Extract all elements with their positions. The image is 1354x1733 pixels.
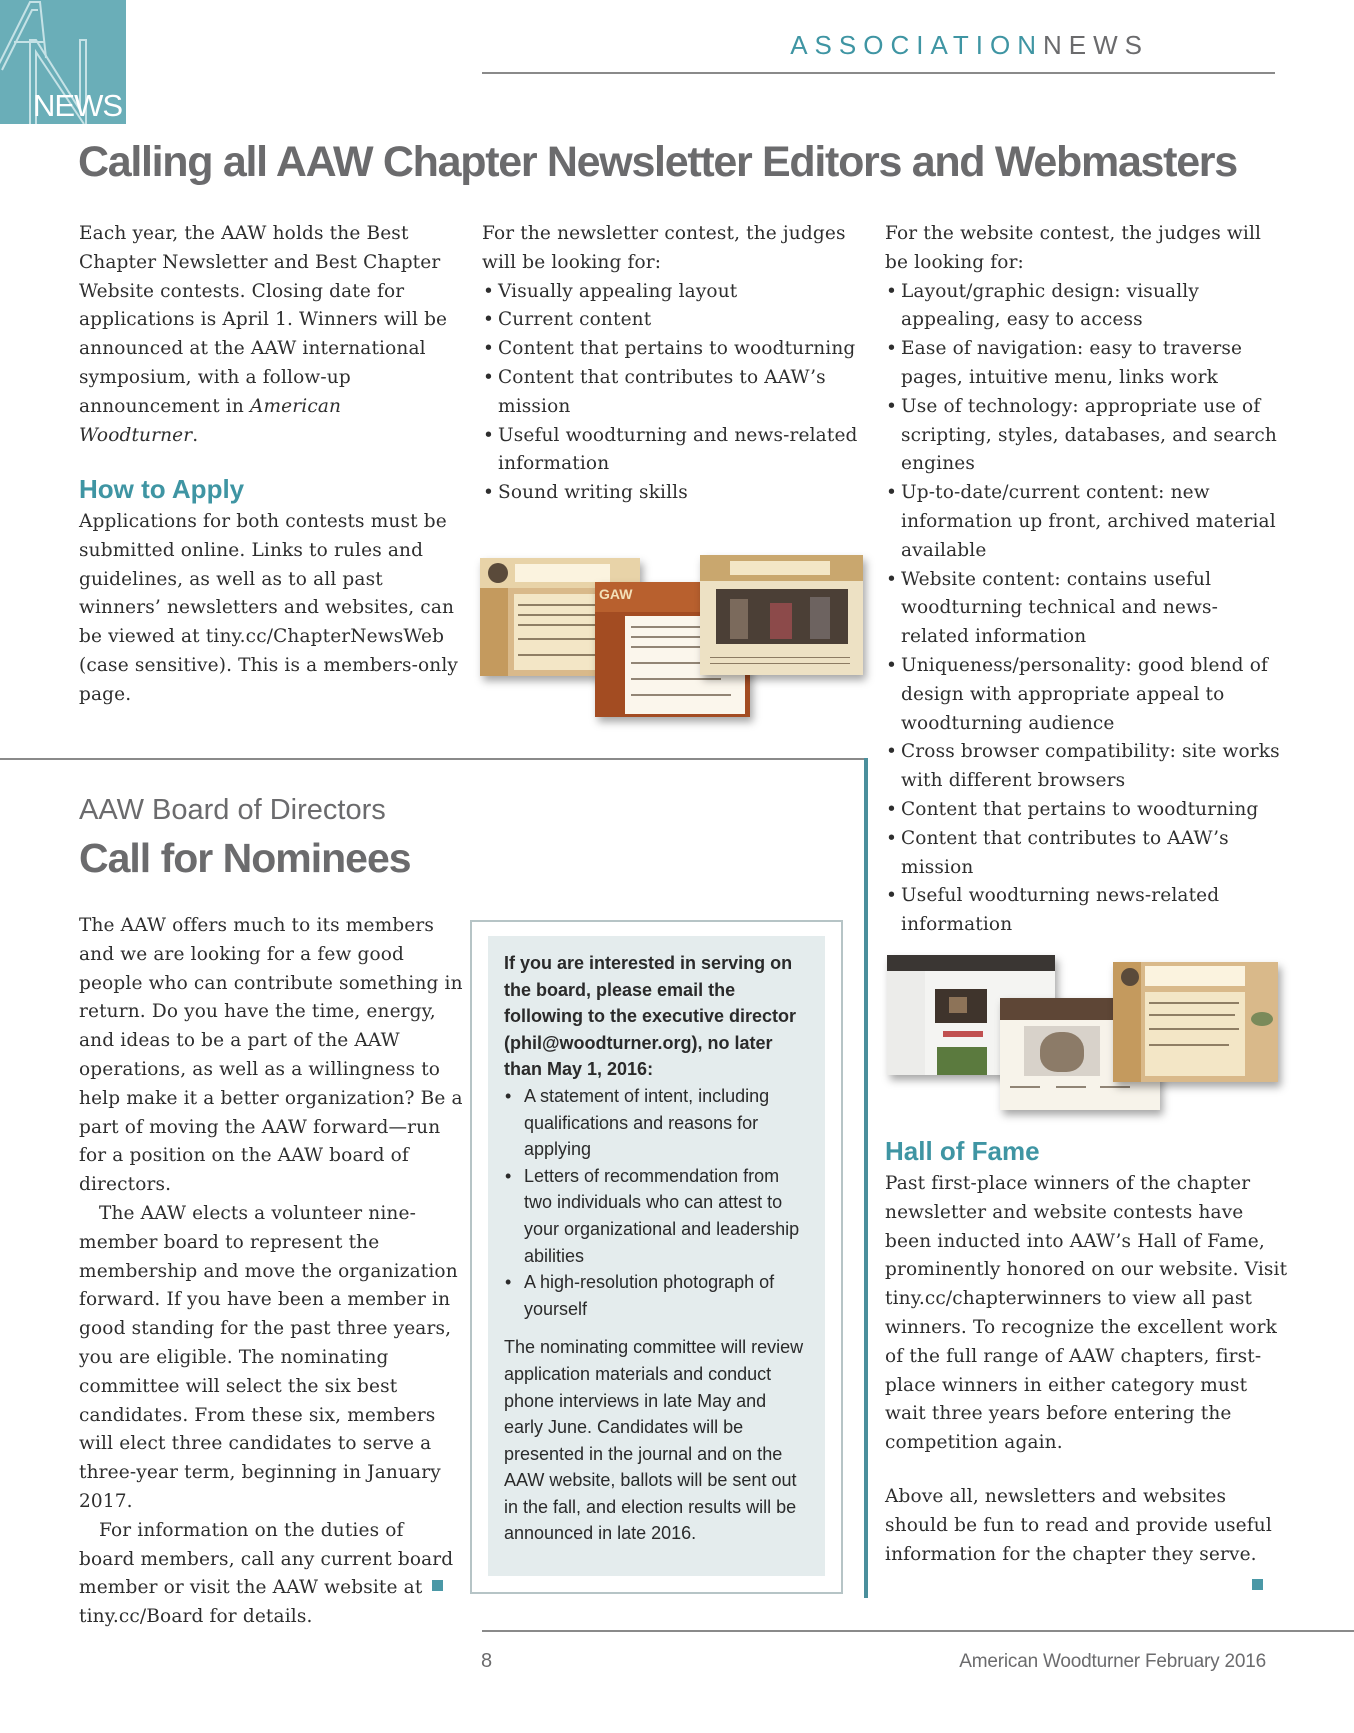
- board-body: [79, 912, 464, 1632]
- board-title: Call for Nominees: [79, 835, 411, 881]
- nominee-callout-box: [470, 920, 843, 1594]
- website-criteria-list: [885, 278, 1285, 940]
- intro-paragraph: [79, 220, 464, 450]
- hall-of-fame-heading: Hall of Fame: [885, 1136, 1040, 1166]
- logo-news-text: NEWS: [33, 88, 122, 123]
- section-label-news: NEWS: [1043, 30, 1149, 60]
- newsletter-criteria: [482, 220, 867, 508]
- magazine-name: American Woodturner: [79, 395, 342, 446]
- list-item: • Website content: contains useful woodturning technical and news-related information: [885, 566, 1285, 652]
- list-item: • Use of technology: appropriate use of scripting, styles, databases, and search engines: [885, 393, 1285, 479]
- list-item: • Content that pertains to woodturning: [885, 796, 1285, 825]
- hall-of-fame-text: [885, 1170, 1290, 1458]
- section-label-association: ASSOCIATION: [790, 30, 1043, 60]
- callout-lead: If you are interested in serving on the board, please email the following to the executive director (phil@woodturner.org), no later than May 1, 2016:: [504, 953, 797, 1080]
- callout-requirements-list: [504, 1083, 809, 1322]
- intro-text: Each year, the AAW holds the Best Chapter Newsletter and Best Chapter Website contests. Closing date for applications is April 1. Winners will be announced at the AAW international symposium, with a follow-up announcement in: [79, 223, 448, 417]
- how-to-apply-heading: How to Apply: [79, 474, 245, 504]
- article-title: Calling all AAW Chapter Newsletter Editors and Webmasters: [78, 138, 1237, 186]
- publication-info: American Woodturner February 2016: [959, 1651, 1266, 1672]
- board-paragraph: For information on the duties of board members, call any current board member or visit the AAW website at tiny.cc/Board for details.: [79, 1519, 454, 1628]
- closing-text: Above all, newsletters and websites should be fun to read and provide useful information for the chapter they serve.: [885, 1486, 1272, 1565]
- list-item: • A statement of intent, including qualifications and reasons for applying: [504, 1083, 809, 1163]
- list-item: • Visually appealing layout: [482, 278, 867, 307]
- header-divider: [482, 72, 1275, 74]
- list-item: • Content that contributes to AAW’s mission: [482, 364, 867, 422]
- hall-of-fame-paragraph: Past first-place winners of the chapter newsletter and website contests have been inducted into AAW’s Hall of Fame, prominently honored on our website. Visit tiny.cc/chapterwinners to view all past winners. To recognize the excellent work of the full range of AAW chapters, first-place winners in either category must wait three years before entering the competition again.: [885, 1173, 1288, 1454]
- newsletter-criteria-intro: For the newsletter contest, the judges will be looking for:: [482, 223, 846, 273]
- list-item: • Cross browser compatibility: site works with different browsers: [885, 738, 1285, 796]
- footer-divider: [482, 1630, 1354, 1632]
- section-label: [790, 32, 1149, 58]
- board-kicker: AAW Board of Directors: [79, 794, 386, 826]
- list-item: • Content that contributes to AAW’s mission: [885, 825, 1285, 883]
- page-number: 8: [481, 1650, 493, 1672]
- end-of-article-mark-icon: [432, 1580, 443, 1591]
- list-item: • Ease of navigation: easy to traverse pages, intuitive menu, links work: [885, 335, 1285, 393]
- website-criteria-intro: For the website contest, the judges will be looking for:: [885, 223, 1262, 273]
- list-item: • Content that pertains to woodturning: [482, 335, 867, 364]
- nominee-callout-content: [488, 936, 825, 1576]
- board-paragraph: The AAW offers much to its members and we are looking for a few good people who can contribute something in return. Do you have the time, energy, and ideas to be a part of the AAW operations, as well as a willingness to help make it a better organization? Be a part of moving the AAW forward—run for a position on the AAW board of directors.: [79, 915, 463, 1196]
- an-news-logo: [0, 0, 126, 124]
- list-item: • Uniqueness/personality: good blend of design with appropriate appeal to woodturning audience: [885, 652, 1285, 738]
- list-item: • Layout/graphic design: visually appealing, easy to access: [885, 278, 1285, 336]
- how-to-apply-paragraph: Applications for both contests must be submitted online. Links to rules and guidelines, as well as to all past winners’ newsletters and websites, can be viewed at tiny.cc/ChapterNewsWeb (case sensitive). This is a members-only page.: [79, 511, 459, 705]
- newsletter-criteria-list: [482, 278, 867, 508]
- list-item: • Useful woodturning and news-related information: [482, 422, 867, 480]
- section-divider: [0, 758, 866, 760]
- list-item: • A high-resolution photograph of yourself: [504, 1269, 809, 1322]
- how-to-apply-text: [79, 508, 464, 710]
- list-item: • Current content: [482, 306, 867, 335]
- end-of-article-mark-icon: [1252, 1579, 1263, 1590]
- website-criteria: [885, 220, 1285, 940]
- intro-end: .: [192, 424, 199, 446]
- list-item: • Letters of recommendation from two individuals who can attest to your organizational and leadership abilities: [504, 1163, 809, 1269]
- list-item: • Sound writing skills: [482, 479, 867, 508]
- board-paragraph: The AAW elects a volunteer nine-member board to represent the membership and move the organization forward. If you have been a member in good standing for the past three years, you are eligible. The nominating committee will select the six best candidates. From these six, members will elect three candidates to serve a three-year term, beginning in January 2017.: [79, 1202, 458, 1512]
- website-thumb-3: [1113, 962, 1278, 1082]
- gawoodturners-newsletter-thumb: GAW: [595, 582, 750, 717]
- list-item: • Up-to-date/current content: new information up front, archived material available: [885, 479, 1285, 565]
- column-divider: [864, 758, 868, 1598]
- newsletter-screenshots: [480, 555, 870, 715]
- website-screenshots: [885, 950, 1280, 1100]
- closing-paragraph: [885, 1483, 1290, 1569]
- callout-closing: The nominating committee will review application materials and conduct phone interviews in late May and early June. Candidates will be presented in the journal and on the AAW website, ballots will be sent out in the fall, and election results will be announced in late 2016.: [504, 1337, 804, 1544]
- virginia-newsletter-thumb: [700, 555, 863, 675]
- list-item: • Useful woodturning news-related information: [885, 882, 1285, 940]
